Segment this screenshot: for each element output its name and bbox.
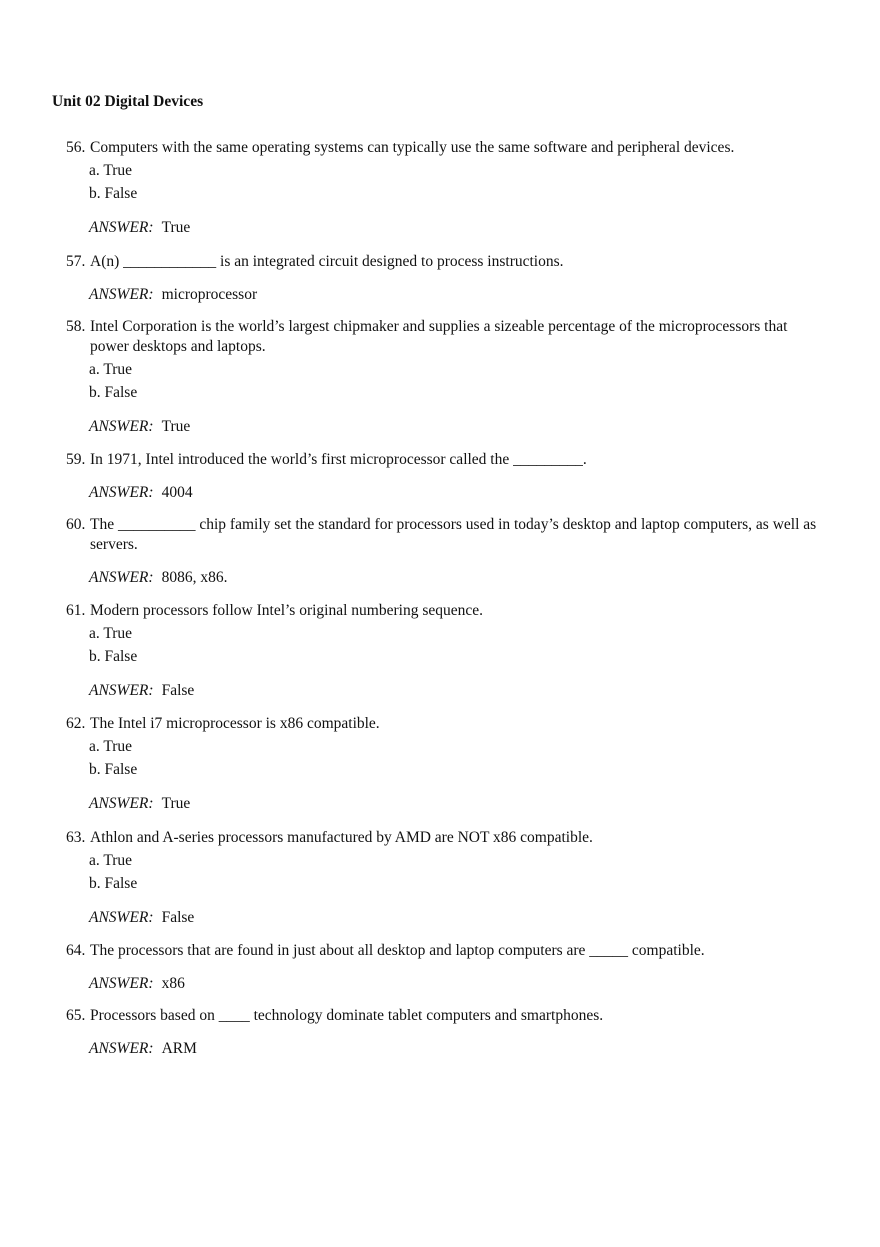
question-text bbox=[66, 515, 826, 555]
question-prompt: The __________ chip family set the standard for processors used in today’s desktop and laptop computers, as well as servers. bbox=[90, 516, 817, 553]
question-64 bbox=[66, 941, 826, 994]
answer-value: False bbox=[161, 909, 195, 926]
question-number: 59. bbox=[66, 451, 86, 468]
option-b: b. False bbox=[89, 875, 138, 892]
question-text bbox=[66, 941, 826, 961]
option-b: b. False bbox=[89, 384, 138, 401]
question-58 bbox=[66, 317, 826, 437]
question-prompt: The Intel i7 microprocessor is x86 compatible. bbox=[90, 715, 380, 732]
answer-label: ANSWER: bbox=[89, 795, 154, 812]
answer-label: ANSWER: bbox=[89, 219, 154, 236]
answer-line bbox=[89, 568, 826, 588]
answer-line bbox=[89, 681, 826, 701]
question-57 bbox=[66, 252, 826, 305]
answer-label: ANSWER: bbox=[89, 569, 154, 586]
answer-label: ANSWER: bbox=[89, 286, 154, 303]
answer-label: ANSWER: bbox=[89, 682, 154, 699]
question-prompt: Processors based on ____ technology dominate tablet computers and smartphones. bbox=[90, 1007, 604, 1024]
question-text bbox=[66, 1006, 826, 1026]
answer-label: ANSWER: bbox=[89, 484, 154, 501]
question-63 bbox=[66, 828, 826, 928]
question-text bbox=[66, 252, 826, 272]
question-56 bbox=[66, 138, 826, 238]
question-65 bbox=[66, 1006, 826, 1059]
answer-line bbox=[89, 974, 826, 994]
question-number: 56. bbox=[66, 139, 86, 156]
answer-line bbox=[89, 908, 826, 928]
option-b: b. False bbox=[89, 761, 138, 778]
answer-value: x86 bbox=[161, 975, 185, 992]
answer-value: True bbox=[161, 418, 191, 435]
question-text bbox=[66, 450, 826, 470]
question-text bbox=[66, 828, 826, 848]
question-prompt: Athlon and A-series processors manufactured by AMD are NOT x86 compatible. bbox=[90, 829, 593, 846]
answer-value: True bbox=[161, 795, 191, 812]
question-number: 57. bbox=[66, 253, 86, 270]
question-text bbox=[66, 138, 826, 158]
answer-line bbox=[89, 417, 826, 437]
question-text bbox=[66, 714, 826, 734]
question-text bbox=[66, 317, 826, 357]
option-a: a. True bbox=[89, 361, 133, 378]
answer-value: True bbox=[161, 219, 191, 236]
unit-title: Unit 02 Digital Devices bbox=[52, 93, 204, 110]
answer-line bbox=[89, 794, 826, 814]
question-prompt: In 1971, Intel introduced the world’s first microprocessor called the _________. bbox=[90, 451, 587, 468]
question-62 bbox=[66, 714, 826, 814]
answer-value: 4004 bbox=[161, 484, 193, 501]
answer-line bbox=[89, 1039, 826, 1059]
question-number: 64. bbox=[66, 942, 86, 959]
answer-line bbox=[89, 483, 826, 503]
question-prompt: A(n) ____________ is an integrated circuit designed to process instructions. bbox=[90, 253, 564, 270]
option-a: a. True bbox=[89, 738, 133, 755]
question-number: 58. bbox=[66, 318, 86, 335]
question-prompt: Computers with the same operating systems can typically use the same software and peripheral devices. bbox=[90, 139, 735, 156]
answer-line bbox=[89, 218, 826, 238]
option-b: b. False bbox=[89, 648, 138, 665]
question-59 bbox=[66, 450, 826, 503]
question-prompt: Modern processors follow Intel’s original numbering sequence. bbox=[90, 602, 484, 619]
question-number: 60. bbox=[66, 516, 86, 533]
option-a: a. True bbox=[89, 162, 133, 179]
question-prompt: Intel Corporation is the world’s largest chipmaker and supplies a sizeable percentage of the microprocessors that power desktops and laptops. bbox=[90, 318, 788, 355]
question-number: 63. bbox=[66, 829, 86, 846]
question-61 bbox=[66, 601, 826, 701]
answer-value: False bbox=[161, 682, 195, 699]
question-number: 65. bbox=[66, 1007, 86, 1024]
answer-value: microprocessor bbox=[161, 286, 258, 303]
answer-value: 8086, x86. bbox=[161, 569, 228, 586]
question-prompt: The processors that are found in just about all desktop and laptop computers are _____ compatible. bbox=[90, 942, 705, 959]
question-number: 61. bbox=[66, 602, 86, 619]
option-b: b. False bbox=[89, 185, 138, 202]
question-number: 62. bbox=[66, 715, 86, 732]
answer-label: ANSWER: bbox=[89, 418, 154, 435]
answer-line bbox=[89, 285, 826, 305]
option-a: a. True bbox=[89, 852, 133, 869]
answer-label: ANSWER: bbox=[89, 1040, 154, 1057]
question-text bbox=[66, 601, 826, 621]
answer-value: ARM bbox=[161, 1040, 197, 1057]
option-a: a. True bbox=[89, 625, 133, 642]
answer-label: ANSWER: bbox=[89, 909, 154, 926]
answer-label: ANSWER: bbox=[89, 975, 154, 992]
question-60 bbox=[66, 515, 826, 588]
